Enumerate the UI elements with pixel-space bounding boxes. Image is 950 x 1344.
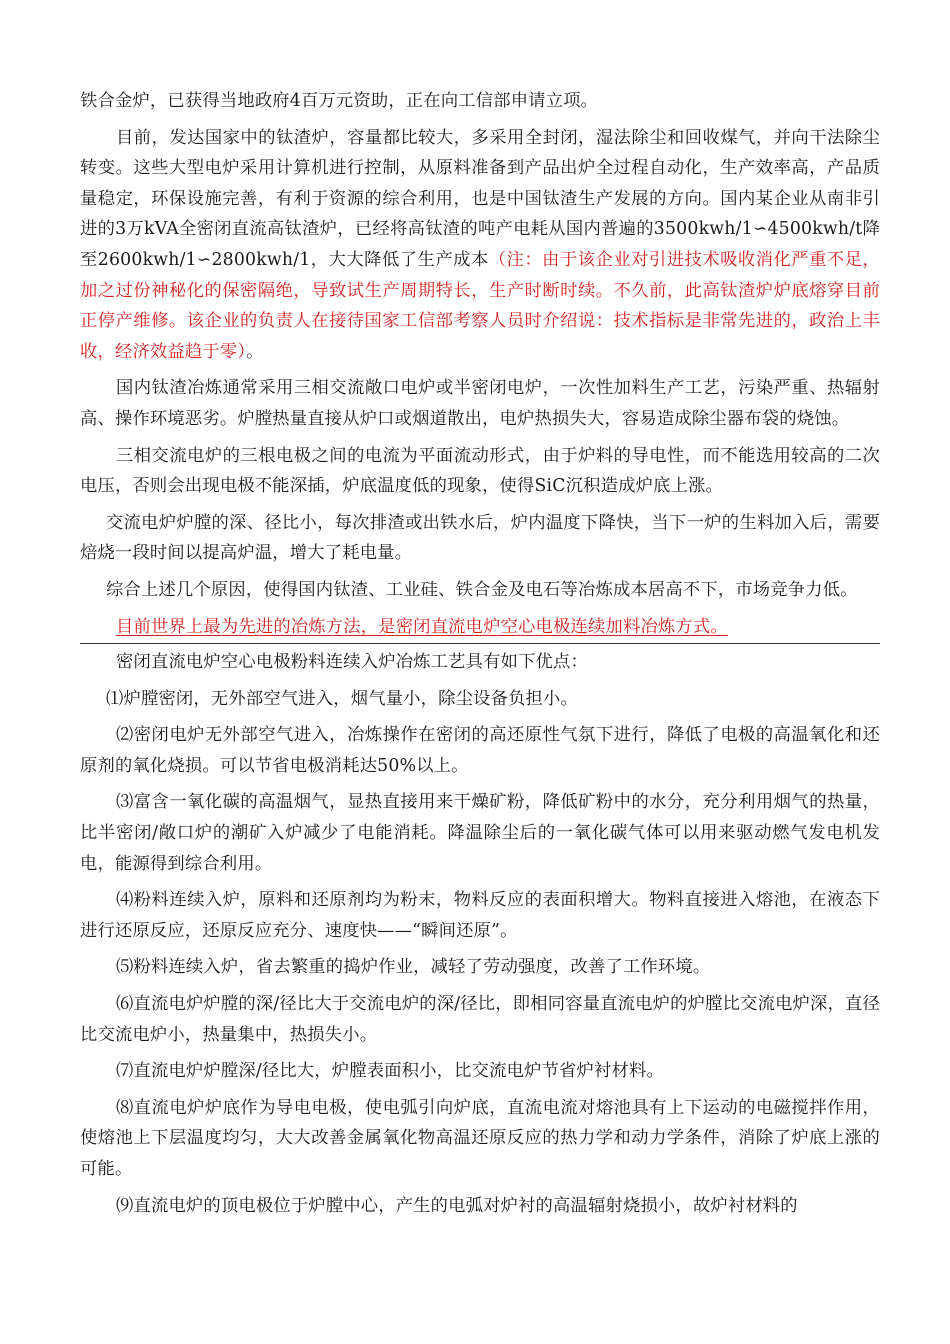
advantage-item-2: ⑵密闭电炉无外部空气进入，冶炼操作在密闭的高还原性气氛下进行，降低了电极的高温氧化和还原剂的氧化烧损。可以节省电极消耗达50%以上。 xyxy=(80,725,880,776)
paragraph-end-punct: 。 xyxy=(246,341,264,362)
advantage-item-4: ⑷粉料连续入炉，原料和还原剂均为粉末，物料反应的表面积增大。物料直接进入熔池，在液态下进行还原反应，还原反应充分、速度快——“瞬间还原”。 xyxy=(80,890,880,941)
highlighted-statement: 目前世界上最为先进的冶炼方法，是密闭直流电炉空心电极连续加料冶炼方式。 xyxy=(116,616,728,637)
advantage-item-1: ⑴炉膛密闭，无外部空气进入，烟气量小，除尘设备负担小。 xyxy=(106,688,578,709)
document-page xyxy=(80,86,880,1221)
paragraph-intro-continuation: 铁合金炉，已获得当地政府4百万元资助，正在向工信部申请立项。 xyxy=(80,91,599,111)
advantage-item-6: ⑹直流电炉炉膛的深/径比大于交流电炉的深/径比，即相同容量直流电炉的炉膛比交流电炉深，直径比交流电炉小，热量集中，热损失小。 xyxy=(80,994,880,1045)
paragraph-advantages-intro: 密闭直流电炉空心电极粉料连续入炉冶炼工艺具有如下优点： xyxy=(116,652,588,673)
red-note: （注：由于该企业对引进技术吸收消化严重不足，加之过份神秘化的保密隔绝，导致试生产周期特长，生产时断时续。不久前，此高钛渣炉炉底熔穿目前正停产维修。该企业的负责人在接待国家工信部考察人员时介绍说：技术指标是非常先进的，政治上丰收，经济效益趋于零） xyxy=(80,249,880,362)
advantage-item-9: ⑼直流电炉的顶电极位于炉膛中心，产生的电弧对炉衬的高温辐射烧损小，故炉衬材料的 xyxy=(116,1195,798,1216)
paragraph-domestic-smelting: 国内钛渣冶炼通常采用三相交流敞口电炉或半密闭电炉，一次性加料生产工艺，污染严重、热辐射高、操作环境恶劣。炉膛热量直接从炉口或烟道散出，电炉热损失大，容易造成除尘器布袋的烧蚀。 xyxy=(80,378,880,429)
paragraph-developed-countries xyxy=(80,123,880,368)
horizontal-divider xyxy=(80,643,880,644)
paragraph-three-phase-current: 三相交流电炉的三根电极之间的电流为平面流动形式，由于炉料的导电性，而不能选用较高的二次电压，否则会出现电极不能深插，炉底温度低的现象，使得SiC沉积造成炉底上涨。 xyxy=(80,445,880,497)
advantage-item-5: ⑸粉料连续入炉，省去繁重的捣炉作业，减轻了劳动强度，改善了工作环境。 xyxy=(116,957,711,978)
paragraph-summary: 综合上述几个原因，使得国内钛渣、工业硅、铁合金及电石等冶炼成本居高不下，市场竞争力低。 xyxy=(106,579,858,600)
paragraph-main-text: 目前，发达国家中的钛渣炉，容量都比较大，多采用全封闭，湿法除尘和回收煤气，并向干法除尘转变。这些大型电炉采用计算机进行控制，从原料准备到产品出炉全过程自动化，生产效率高，产品质量稳定，环保设施完善，有利于资源的综合利用，也是中国钛渣生产发展的方向。国内某企业从南非引进的3万kVA全密闭直流高钛渣炉，已经将高钛渣的吨产电耗从国内普遍的3500kwh/1∽4500kwh/t降至2600kwh/1∽2800kwh/1，大大降低了生产成本 xyxy=(80,127,880,270)
paragraph-ac-furnace-ratio: 交流电炉炉膛的深、径比小，每次排渣或出铁水后，炉内温度下降快，当下一炉的生料加入后，需要焙烧一段时间以提高炉温，增大了耗电量。 xyxy=(80,512,880,564)
advantage-item-3: ⑶富含一氧化碳的高温烟气，显热直接用来干燥矿粉，降低矿粉中的水分，充分利用烟气的热量，比半密闭/敞口炉的潮矿入炉减少了电能消耗。降温除尘后的一氧化碳气体可以用来驱动燃气发电机发电，能源得到综合利用。 xyxy=(80,792,880,874)
advantage-item-8: ⑻直流电炉炉底作为导电电极，使电弧引向炉底，直流电流对熔池具有上下运动的电磁搅拌作用，使熔池上下层温度均匀，大大改善金属氧化物高温还原反应的热力学和动力学条件，消除了炉底上涨的可能。 xyxy=(80,1097,880,1179)
advantage-item-7: ⑺直流电炉炉膛深/径比大，炉膛表面积小，比交流电炉节省炉衬材料。 xyxy=(116,1061,664,1082)
